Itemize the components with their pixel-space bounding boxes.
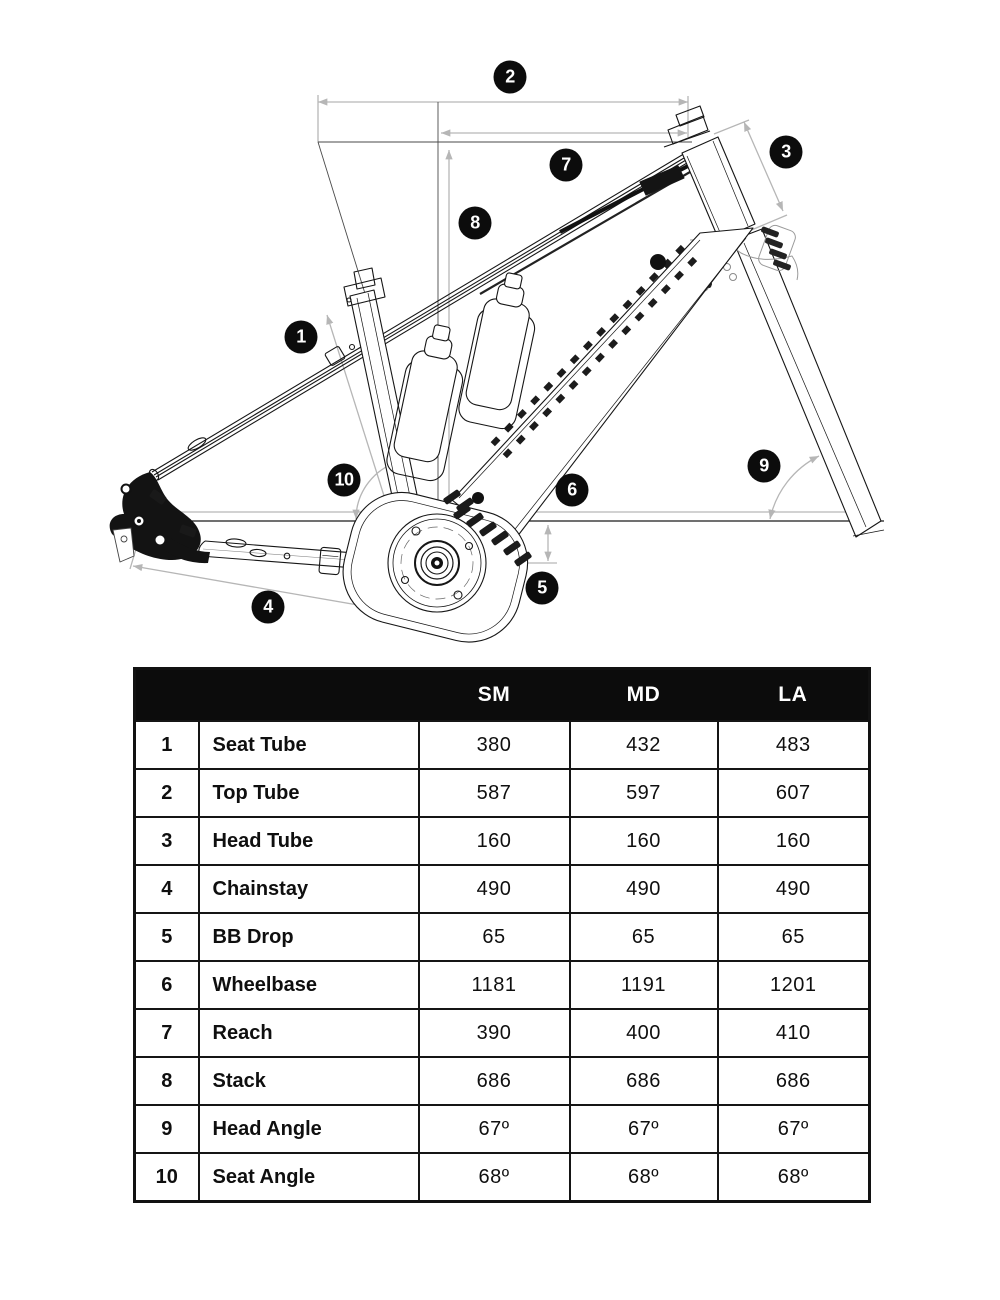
value-sm: 490 [419,865,570,913]
rear-dropout [110,472,210,563]
row-number: 8 [135,1057,199,1105]
value-md: 67º [570,1105,718,1153]
measurement-label: Head Tube [199,817,419,865]
row-number: 3 [135,817,199,865]
callout-9: 9 [748,450,781,483]
row-number: 7 [135,1009,199,1057]
callout-1: 1 [285,321,318,354]
frame-drawing [110,106,884,653]
callout-3: 3 [770,136,803,169]
geo-row-chainstay [135,865,870,913]
geo-row-top-tube [135,769,870,817]
value-md: 490 [570,865,718,913]
value-la: 686 [718,1057,870,1105]
size-header-sm: SM [419,669,570,722]
value-sm: 390 [419,1009,570,1057]
value-md: 432 [570,721,718,769]
measurement-label: Stack [199,1057,419,1105]
value-sm: 67º [419,1105,570,1153]
measurement-label: BB Drop [199,913,419,961]
row-number: 9 [135,1105,199,1153]
geo-row-stack [135,1057,870,1105]
geometry-table-header [135,669,870,722]
value-md: 1191 [570,961,718,1009]
value-sm: 686 [419,1057,570,1105]
callout-5: 5 [526,572,559,605]
value-sm: 587 [419,769,570,817]
header-spacer [199,669,419,722]
geo-row-reach [135,1009,870,1057]
measurement-label: Top Tube [199,769,419,817]
value-la: 65 [718,913,870,961]
geo-row-head-angle [135,1105,870,1153]
value-md: 160 [570,817,718,865]
measurement-label: Head Angle [199,1105,419,1153]
head-tube [640,106,755,240]
value-sm: 65 [419,913,570,961]
geo-row-head-tube [135,817,870,865]
geo-row-seat-angle [135,1153,870,1202]
row-number: 10 [135,1153,199,1202]
value-md: 68º [570,1153,718,1202]
geometry-table [133,667,871,1203]
callout-4: 4 [252,591,285,624]
value-la: 410 [718,1009,870,1057]
row-number: 4 [135,865,199,913]
geo-row-wheelbase [135,961,870,1009]
value-la: 607 [718,769,870,817]
callout-7: 7 [550,149,583,182]
callout-2: 2 [494,61,527,94]
geometry-table-body [135,721,870,1202]
value-la: 68º [718,1153,870,1202]
value-sm: 160 [419,817,570,865]
value-sm: 68º [419,1153,570,1202]
measurement-label: Seat Tube [199,721,419,769]
value-la: 160 [718,817,870,865]
value-md: 400 [570,1009,718,1057]
value-sm: 380 [419,721,570,769]
measurement-label: Reach [199,1009,419,1057]
value-la: 483 [718,721,870,769]
value-md: 65 [570,913,718,961]
size-header-md: MD [570,669,718,722]
measurement-label: Seat Angle [199,1153,419,1202]
size-header-la: LA [718,669,870,722]
geo-row-seat-tube [135,721,870,769]
measurement-label: Wheelbase [199,961,419,1009]
geo-row-bb-drop [135,913,870,961]
row-number: 6 [135,961,199,1009]
row-number: 1 [135,721,199,769]
measurement-label: Chainstay [199,865,419,913]
value-sm: 1181 [419,961,570,1009]
header-row [135,669,870,722]
fork [733,229,884,537]
row-number: 5 [135,913,199,961]
callout-10: 10 [328,464,361,497]
callout-8: 8 [459,207,492,240]
value-la: 1201 [718,961,870,1009]
value-la: 67º [718,1105,870,1153]
row-number: 2 [135,769,199,817]
value-md: 686 [570,1057,718,1105]
header-spacer [135,669,199,722]
value-la: 490 [718,865,870,913]
value-md: 597 [570,769,718,817]
callout-6: 6 [556,474,589,507]
